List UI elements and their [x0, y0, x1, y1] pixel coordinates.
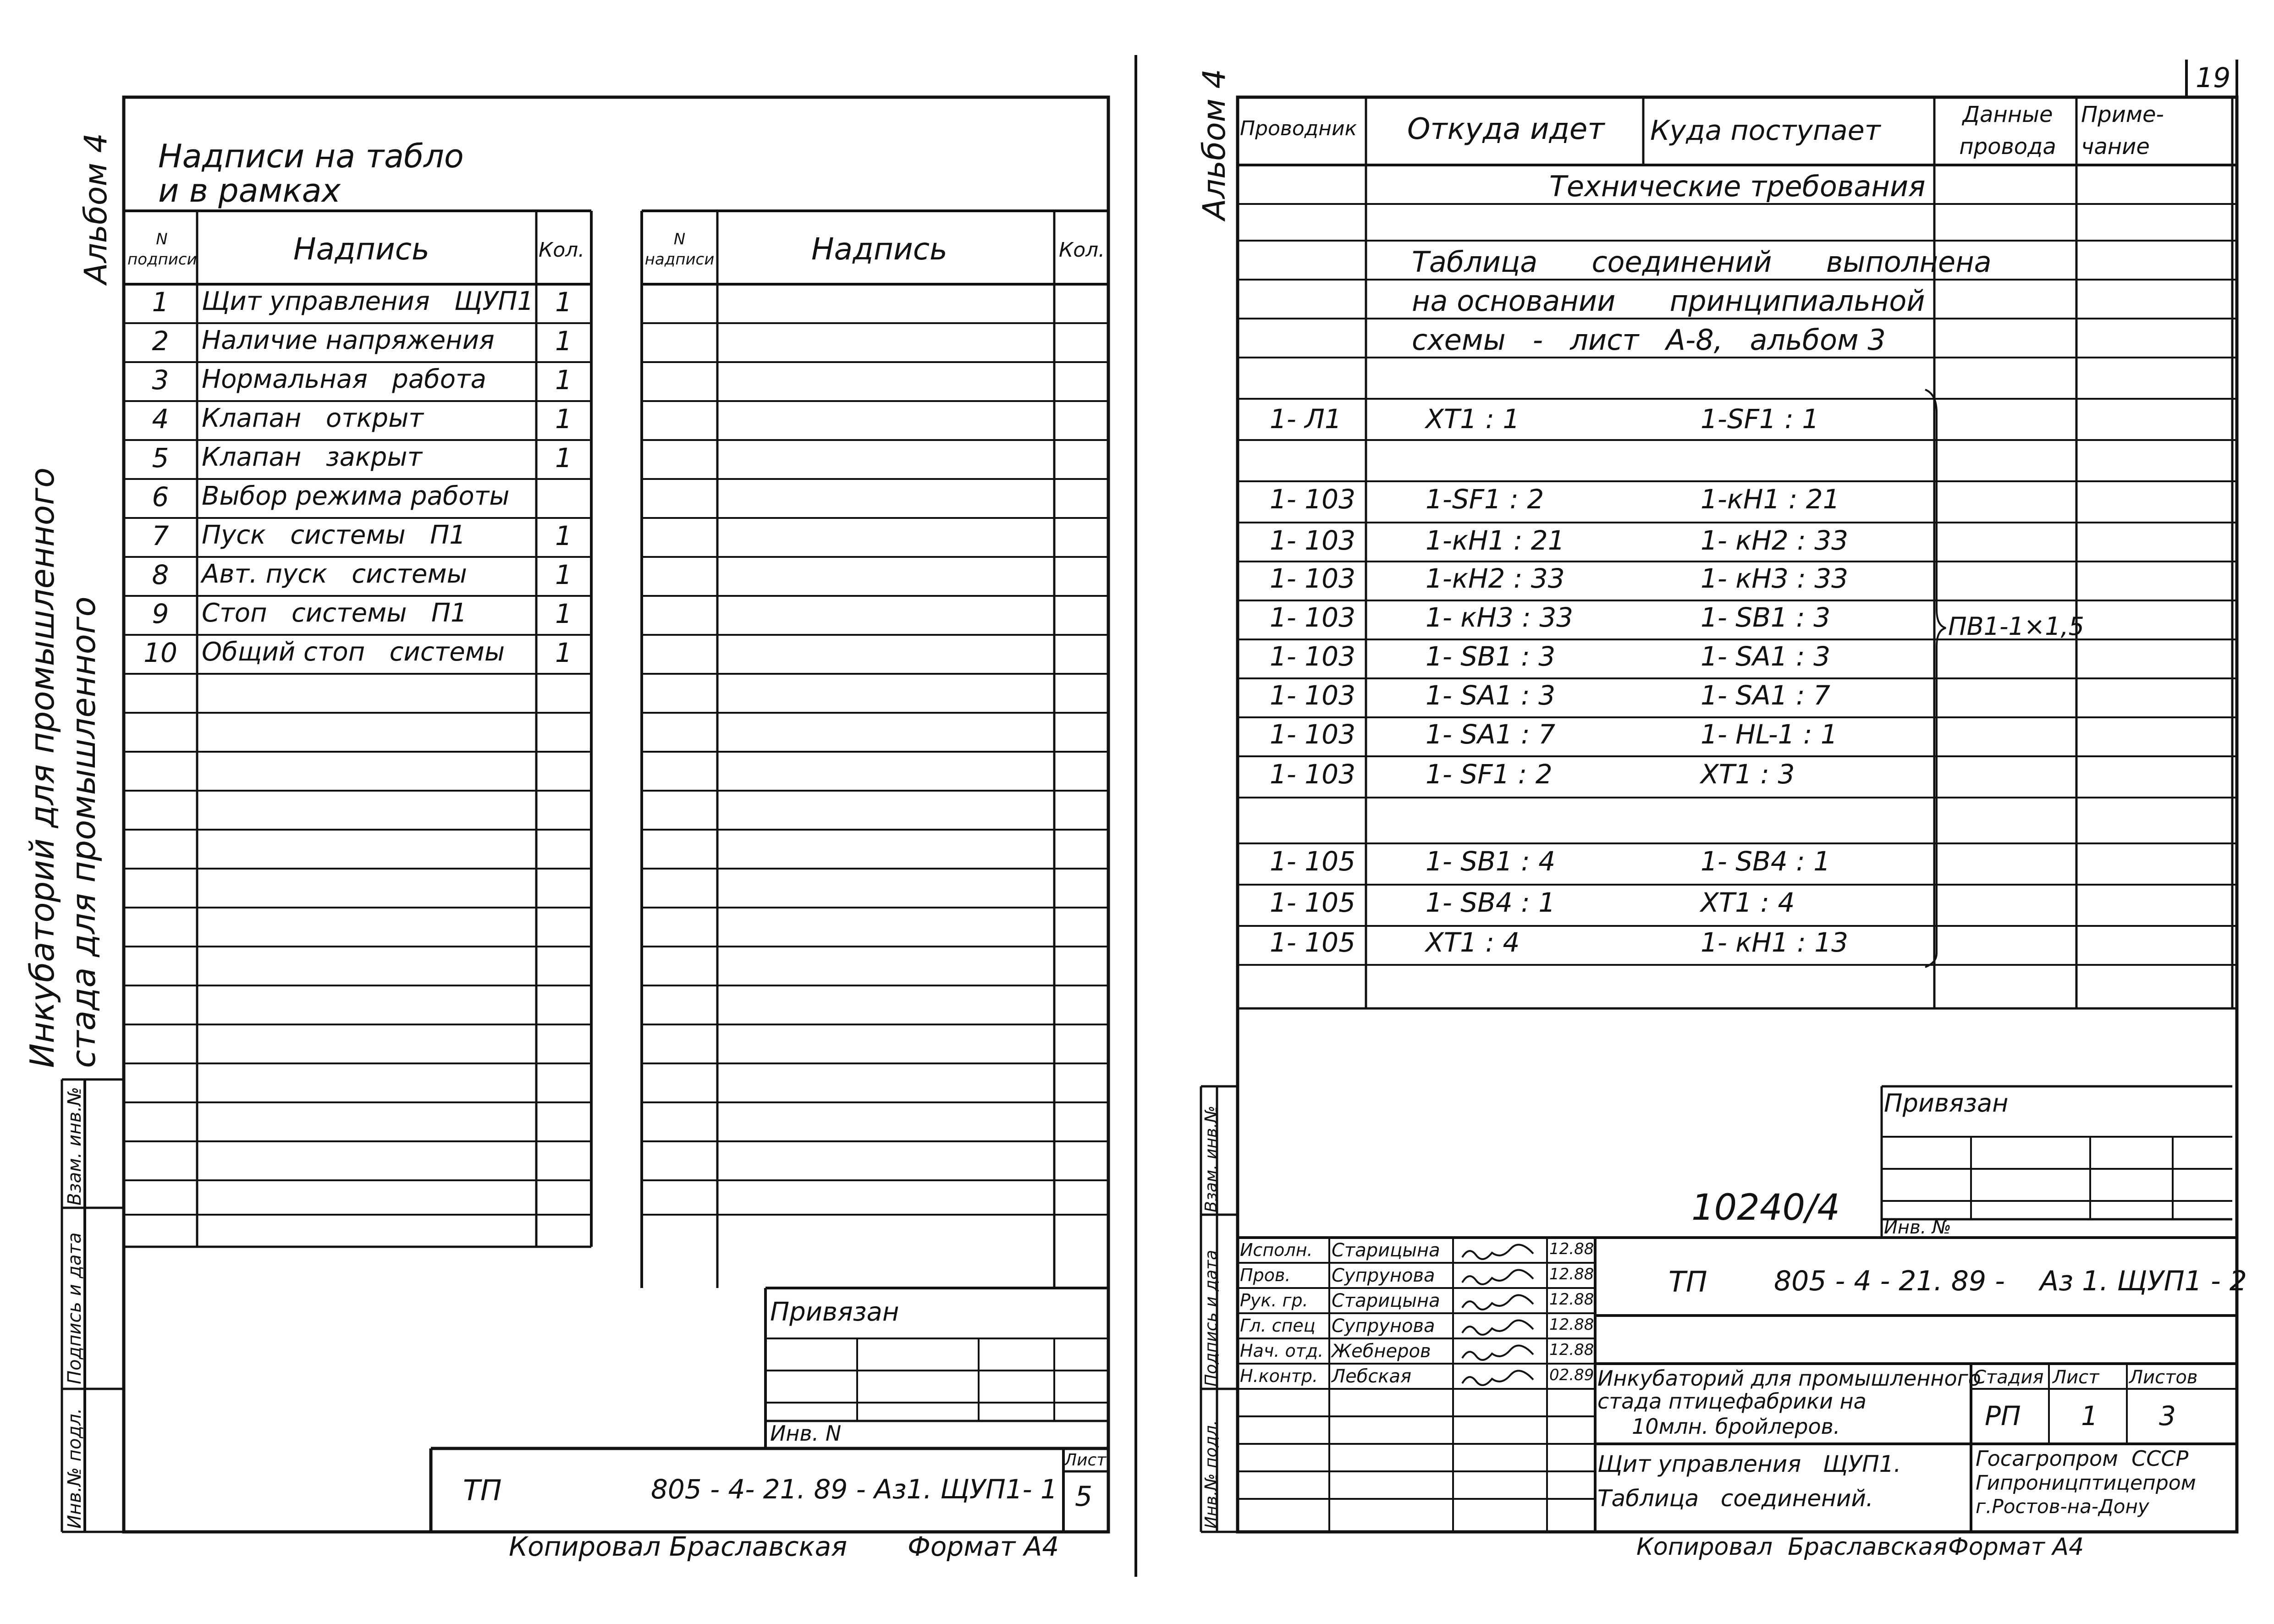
left-format: Формат А4	[908, 1531, 1059, 1562]
header-to: Куда поступает	[1650, 115, 1881, 147]
org-line2: Гипроницптицепром	[1976, 1471, 2196, 1495]
signature-date: 12.88	[1549, 1290, 1594, 1309]
left-row-text: Клапан закрыт	[202, 442, 423, 472]
signature-scribble	[1460, 1244, 1538, 1261]
signature-name: Супрунова	[1332, 1265, 1435, 1286]
conn-row-to: 1-кН1 : 21	[1701, 484, 1840, 515]
left-row-num: 4	[152, 403, 169, 435]
left-doc-prefix: ТП	[463, 1474, 502, 1507]
left-row-qty: 1	[555, 325, 572, 357]
signature-role: Исполн.	[1240, 1240, 1313, 1260]
project-title-line3: 10млн. бройлеров.	[1632, 1414, 1840, 1439]
left-row-text: Выбор режима работы	[202, 481, 510, 511]
left-row-text: Общий стоп системы	[202, 637, 505, 667]
conn-row-to: 1- HL-1 : 1	[1701, 719, 1838, 750]
left-table-header-num: N подписи	[127, 230, 197, 269]
left-title-line2: и в рамках	[158, 172, 341, 209]
note-line-1: Таблица соединений выполнена	[1412, 245, 1992, 279]
doc-title-line2: Таблица соединений.	[1597, 1485, 1873, 1512]
conn-row-to: 1- кН3 : 33	[1701, 563, 1849, 594]
left-row-qty: 1	[555, 598, 572, 629]
conn-row-from: 1-кН2 : 33	[1426, 563, 1565, 594]
left-row-qty: 1	[555, 637, 572, 668]
signature-date: 12.88	[1549, 1265, 1594, 1283]
note-line-3: схемы - лист А-8, альбом 3	[1412, 323, 1886, 357]
conn-row-to: 1- SA1 : 3	[1701, 641, 1830, 672]
left-row-qty: 1	[555, 559, 572, 590]
org-line1: Госагропром СССР	[1976, 1446, 2189, 1471]
conn-row-conductor: 1- 103	[1270, 525, 1355, 556]
wire-spec: ПВ1-1×1,5	[1948, 612, 2084, 641]
conn-row-to: XT1 : 3	[1701, 759, 1795, 790]
conn-row-to: 1- кН1 : 13	[1701, 927, 1849, 958]
signature-role: Гл. спец	[1240, 1316, 1316, 1336]
conn-row-from: 1-кН1 : 21	[1426, 525, 1565, 556]
left-table2-header-num: N надписи	[644, 230, 715, 269]
signature-date: 12.88	[1549, 1240, 1594, 1258]
conn-row-conductor: 1- 103	[1270, 719, 1355, 750]
sheet-value: 1	[2081, 1400, 2098, 1431]
conn-row-to: 1- кН2 : 33	[1701, 525, 1849, 556]
left-privyazan: Привязан	[770, 1297, 899, 1327]
signature-role: Н.контр.	[1240, 1366, 1318, 1386]
left-list-label: Лист	[1064, 1451, 1107, 1470]
signature-role: Нач. отд.	[1240, 1341, 1324, 1361]
left-row-qty: 1	[555, 286, 572, 318]
signature-name: Старицына	[1332, 1290, 1440, 1311]
left-row-text: Клапан открыт	[202, 403, 424, 433]
right-stamp-inv-podl: Инв.№ подл.	[1202, 1420, 1221, 1529]
left-table-header-text: Надпись	[293, 231, 429, 267]
right-format: Формат А4	[1948, 1533, 2084, 1561]
project-title-line2: стада птицефабрики на	[1597, 1389, 1867, 1414]
project-title-line1: Инкубаторий для промышленного	[1597, 1366, 1981, 1391]
left-row-num: 8	[152, 559, 169, 590]
left-row-num: 7	[152, 520, 169, 551]
conn-row-from: 1- SB1 : 4	[1426, 846, 1556, 877]
right-privyazan: Привязан	[1884, 1089, 2009, 1118]
left-row-qty: 1	[555, 520, 572, 551]
left-row-text: Щит управления ЩУП1	[202, 286, 534, 316]
header-from: Откуда идет	[1407, 112, 1605, 146]
right-copied-by: Копировал Браславская	[1636, 1533, 1948, 1561]
left-row-num: 1	[152, 286, 169, 318]
right-doc-prefix: ТП	[1668, 1265, 1707, 1299]
stage-value: РП	[1985, 1400, 2021, 1431]
left-row-qty: 1	[555, 442, 572, 473]
conn-row-from: 1- SF1 : 2	[1426, 759, 1553, 790]
conn-row-to: 1-SF1 : 1	[1701, 403, 1819, 435]
signature-role: Пров.	[1240, 1265, 1291, 1285]
conn-row-to: 1- SA1 : 7	[1701, 680, 1830, 711]
conn-row-from: XT1 : 1	[1426, 403, 1520, 435]
conn-row-from: 1-SF1 : 2	[1426, 484, 1544, 515]
doc-title-line1: Щит управления ЩУП1.	[1597, 1451, 1901, 1477]
signature-name: Старицына	[1332, 1240, 1440, 1261]
drawing-number: 10240/4	[1691, 1187, 1840, 1228]
conn-row-conductor: 1- 105	[1270, 927, 1355, 958]
left-inv-n: Инв. N	[770, 1421, 842, 1446]
conn-row-conductor: 1- 103	[1270, 641, 1355, 672]
signature-scribble	[1460, 1269, 1538, 1286]
conn-row-to: 1- SB1 : 3	[1701, 602, 1831, 633]
header-wire: Данные провода	[1959, 102, 2056, 160]
left-row-num: 9	[152, 598, 169, 629]
page-number: 19	[2196, 62, 2231, 94]
signature-name: Супрунова	[1332, 1316, 1435, 1337]
signature-name: Жебнеров	[1332, 1341, 1431, 1362]
sheets-value: 3	[2159, 1400, 2176, 1431]
left-row-text: Пуск системы П1	[202, 520, 466, 550]
conn-row-to: 1- SB4 : 1	[1701, 846, 1831, 877]
conn-row-to: XT1 : 4	[1701, 887, 1795, 918]
signature-scribble	[1460, 1294, 1538, 1311]
left-side-project-line2: стада для промышленного	[64, 596, 103, 1068]
conn-row-conductor: 1- 105	[1270, 846, 1355, 877]
conn-row-conductor: 1- 105	[1270, 887, 1355, 918]
right-album-label: Альбом 4	[1196, 69, 1233, 220]
conn-row-conductor: 1- Л1	[1270, 403, 1342, 435]
left-list-num: 5	[1075, 1481, 1093, 1513]
conn-row-conductor: 1- 103	[1270, 563, 1355, 594]
left-album-label: Альбом 4	[78, 133, 114, 284]
left-row-num: 5	[152, 442, 169, 473]
sheets-label: Листов	[2129, 1367, 2198, 1388]
conn-row-conductor: 1- 103	[1270, 759, 1355, 790]
conn-row-from: 1- SB1 : 3	[1426, 641, 1556, 672]
left-row-qty: 1	[555, 403, 572, 435]
left-row-text: Нормальная работа	[202, 364, 486, 394]
signature-scribble	[1460, 1344, 1538, 1362]
left-title-line1: Надписи на табло	[158, 138, 464, 175]
left-row-num: 3	[152, 364, 169, 396]
left-table-header-qty: Кол.	[539, 238, 585, 262]
left-row-num: 6	[152, 481, 169, 512]
signature-date: 12.88	[1549, 1316, 1594, 1334]
left-copied-by: Копировал Браславская	[509, 1531, 847, 1562]
left-stamp-inv-zam: Взам. инв.№	[64, 1087, 85, 1206]
left-row-text: Стоп системы П1	[202, 598, 467, 628]
header-note: Приме- чание	[2081, 102, 2164, 160]
signature-role: Рук. гр.	[1240, 1290, 1308, 1310]
conn-row-from: 1- SA1 : 3	[1426, 680, 1555, 711]
note-line-2: на основании принципиальной	[1412, 284, 1925, 318]
left-stamp-podpis: Подпись и дата	[64, 1232, 85, 1384]
left-table2-header-text: Надпись	[811, 231, 947, 267]
left-side-project-line1: Инкубаторий для промышленного	[23, 468, 61, 1068]
right-doc-code: 805 - 4 - 21. 89 - Аз 1. ЩУП1 - 2	[1774, 1265, 2247, 1297]
signature-name: Лебская	[1332, 1366, 1412, 1387]
left-table2-header-qty: Кол.	[1059, 238, 1105, 262]
left-stamp-inv-podl: Инв.№ подл.	[64, 1408, 85, 1529]
conn-row-conductor: 1- 103	[1270, 484, 1355, 515]
conn-row-conductor: 1- 103	[1270, 680, 1355, 711]
conn-row-from: 1- SA1 : 7	[1426, 719, 1555, 750]
tech-requirements: Технические требования	[1549, 170, 1926, 203]
right-stamp-podpis: Подпись и дата	[1202, 1250, 1221, 1387]
conn-row-from: 1- кН3 : 33	[1426, 602, 1574, 633]
left-row-text: Авт. пуск системы	[202, 559, 467, 589]
left-row-num: 10	[143, 637, 177, 668]
left-row-qty: 1	[555, 364, 572, 396]
signature-date: 02.89	[1549, 1366, 1594, 1384]
org-line3: г.Ростов-на-Дону	[1976, 1495, 2149, 1518]
signature-date: 12.88	[1549, 1341, 1594, 1359]
conn-row-from: XT1 : 4	[1426, 927, 1520, 958]
left-row-text: Наличие напряжения	[202, 325, 495, 355]
left-row-num: 2	[152, 325, 169, 357]
sheet-label: Лист	[2053, 1367, 2099, 1388]
header-conductor: Проводник	[1240, 117, 1357, 140]
left-doc-code: 805 - 4- 21. 89 - Аз1. ЩУП1- 1	[651, 1474, 1057, 1505]
conn-row-from: 1- SB4 : 1	[1426, 887, 1556, 918]
signature-scribble	[1460, 1370, 1538, 1387]
stage-label: Стадия	[1973, 1367, 2044, 1388]
right-inv-n: Инв. №	[1884, 1217, 1951, 1238]
conn-row-conductor: 1- 103	[1270, 602, 1355, 633]
signature-scribble	[1460, 1319, 1538, 1337]
right-stamp-inv-zam: Взам. инв.№	[1202, 1106, 1221, 1212]
